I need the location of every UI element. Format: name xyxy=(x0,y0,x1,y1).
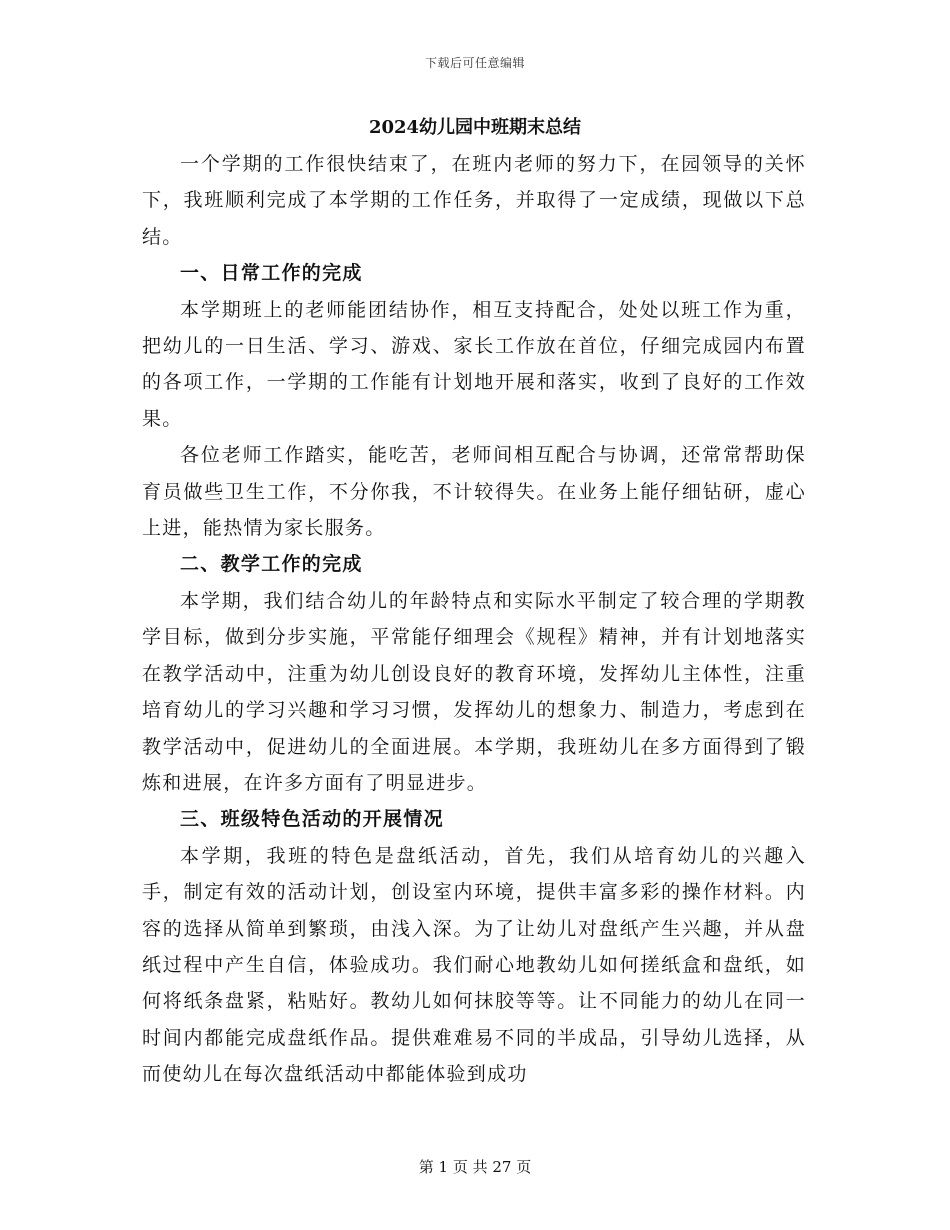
section-heading-daily-work: 一、日常工作的完成 xyxy=(180,262,363,285)
paragraph-daily-work-2: 各位老师工作踏实，能吃苦，老师间相互配合与协调，还常常帮助保育员做些卫生工作，不分你我，不计较得失。在业务上能仔细钻研，虚心上进，能热情为家长服务。 xyxy=(142,444,806,540)
document-title: 2024幼儿园中班期末总结 xyxy=(368,117,582,138)
paragraph-teaching: 本学期，我们结合幼儿的年龄特点和实际水平制定了较合理的学期教学目标，做到分步实施，平常能仔细理会《规程》精神，并有计划地落实在教学活动中，注重为幼儿创设良好的教育环境，发挥幼儿主体性，注重培育幼儿的学习兴趣和学习习惯，发挥幼儿的想象力、制造力，考虑到在教学活动中，促进幼儿的全面进展。本学期，我班幼儿在多方面得到了锻炼和进展，在许多方面有了明显进步。 xyxy=(142,589,806,794)
section-heading-teaching: 二、教学工作的完成 xyxy=(180,553,363,576)
page-number: 第 1 页 共 27 页 xyxy=(418,1158,532,1176)
paragraph-daily-work-1: 本学期班上的老师能团结协作，相互支持配合，处处以班工作为重，把幼儿的一日生活、学习、游戏、家长工作放在首位，仔细完成园内布置的各项工作，一学期的工作能有计划地开展和落实，收到了良好的工作效果。 xyxy=(142,298,806,430)
page-header-note: 下载后可任意编辑 xyxy=(424,56,525,70)
section-heading-class-activities: 三、班级特色活动的开展情况 xyxy=(180,808,444,831)
document-body xyxy=(142,146,806,1093)
paragraph-class-activities: 本学期，我班的特色是盘纸活动，首先，我们从培育幼儿的兴趣入手，制定有效的活动计划，创设室内环境，提供丰富多彩的操作材料。内容的选择从简单到繁琐，由浅入深。为了让幼儿对盘纸产生兴趣，并从盘纸过程中产生自信，体验成功。我们耐心地教幼儿如何搓纸盒和盘纸，如何将纸条盘紧，粘贴好。教幼儿如何抹胶等等。让不同能力的幼儿在同一时间内都能完成盘纸作品。提供难难易不同的半成品，引导幼儿选择，从而使幼儿在每次盘纸活动中都能体验到成功 xyxy=(142,844,806,1086)
paragraph-intro: 一个学期的工作很快结束了，在班内老师的努力下，在园领导的关怀下，我班顺利完成了本学期的工作任务，并取得了一定成绩，现做以下总结。 xyxy=(142,153,806,248)
